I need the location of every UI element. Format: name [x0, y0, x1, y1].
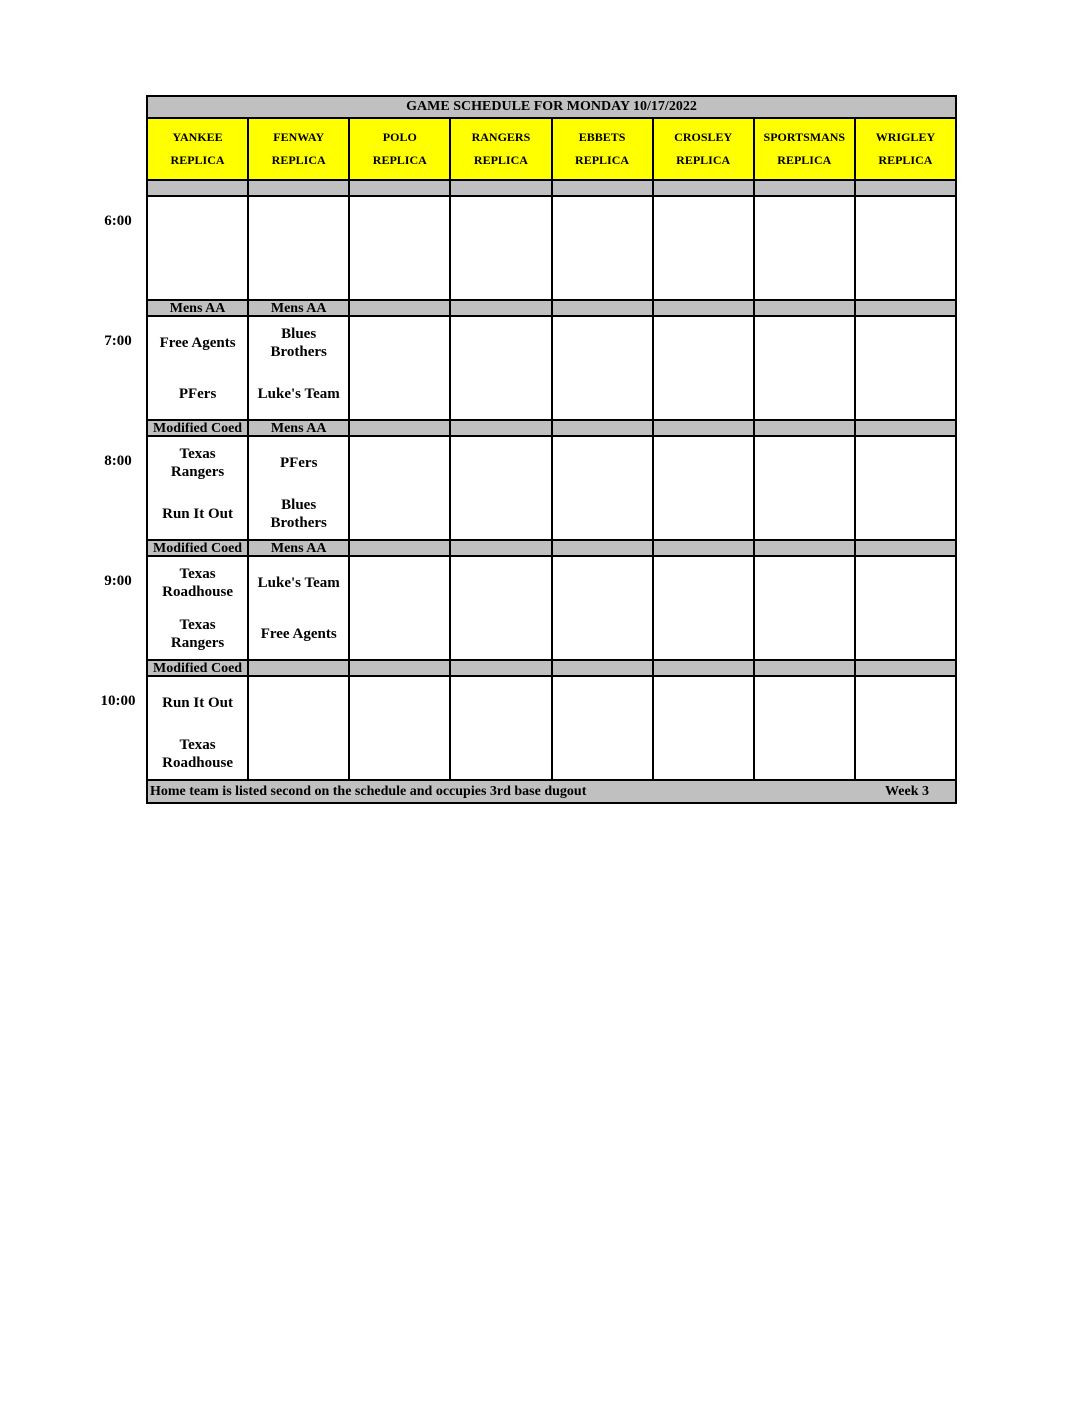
- field-subtitle: REPLICA: [473, 153, 528, 167]
- home-team: [755, 248, 854, 299]
- game-cell: [349, 196, 450, 300]
- away-team: [451, 437, 550, 488]
- away-team: [350, 437, 449, 488]
- home-team: [755, 728, 854, 779]
- field-name: YANKEE: [172, 130, 223, 144]
- game-cell: [450, 316, 551, 420]
- away-team: Texas Rangers: [170, 445, 225, 480]
- division-label: [450, 300, 551, 316]
- division-label: [855, 540, 956, 556]
- home-team: [249, 248, 348, 299]
- home-team: [654, 728, 753, 779]
- away-team: [856, 197, 955, 248]
- division-label: [552, 180, 653, 196]
- away-team: [856, 557, 955, 608]
- footer-row: [147, 780, 956, 803]
- field-header-sportsmans: [754, 118, 855, 180]
- game-cell: [248, 556, 349, 660]
- away-team: [553, 677, 652, 728]
- field-name: WRIGLEY: [875, 130, 936, 144]
- game-cell: [754, 676, 855, 780]
- field-header-ebbets: [552, 118, 653, 180]
- away-team: [654, 557, 753, 608]
- division-row: [147, 420, 956, 436]
- division-label: Mens AA: [248, 300, 349, 316]
- home-team: Free Agents: [260, 625, 337, 642]
- division-label: [349, 540, 450, 556]
- field-subtitle: REPLICA: [170, 153, 225, 167]
- title-row: [147, 96, 956, 118]
- division-label: [248, 660, 349, 676]
- division-row: [147, 180, 956, 196]
- division-label: [248, 180, 349, 196]
- division-label: Mens AA: [248, 420, 349, 436]
- home-team: [350, 728, 449, 779]
- home-team: [553, 728, 652, 779]
- time-label: 9:00: [104, 573, 132, 589]
- footer-cell: [147, 780, 956, 803]
- division-label: Mens AA: [248, 540, 349, 556]
- home-team: [553, 608, 652, 659]
- game-cell: [147, 556, 248, 660]
- division-label: [552, 300, 653, 316]
- game-cell: [450, 196, 551, 300]
- home-team-note: Home team is listed second on the schedule and occupies 3rd base dugout: [150, 783, 587, 799]
- division-row: [147, 540, 956, 556]
- field-subtitle: REPLICA: [575, 153, 630, 167]
- home-team: [856, 368, 955, 419]
- away-team: [654, 437, 753, 488]
- time-slot-row: [147, 556, 956, 660]
- away-team: [856, 677, 955, 728]
- game-cell: [552, 316, 653, 420]
- home-team: [553, 248, 652, 299]
- time-label: 6:00: [104, 213, 132, 229]
- away-team: [755, 317, 854, 368]
- home-team: [451, 608, 550, 659]
- game-cell: [855, 316, 956, 420]
- game-cell: [855, 436, 956, 540]
- game-schedule-table: [146, 95, 957, 804]
- away-team: [654, 677, 753, 728]
- away-team: [451, 557, 550, 608]
- game-cell: [653, 196, 754, 300]
- home-team: Blues Brothers: [270, 496, 327, 531]
- division-label: [349, 420, 450, 436]
- home-team: [856, 608, 955, 659]
- field-subtitle: REPLICA: [676, 153, 731, 167]
- week-label: Week 3: [885, 783, 929, 799]
- home-team: [856, 248, 955, 299]
- game-cell: [147, 196, 248, 300]
- field-header-wrigley: [855, 118, 956, 180]
- home-team: [350, 608, 449, 659]
- game-cell: [248, 436, 349, 540]
- time-slot-row: [147, 316, 956, 420]
- away-team: [451, 317, 550, 368]
- field-name: FENWAY: [273, 130, 325, 144]
- away-team: [451, 197, 550, 248]
- home-team: [350, 248, 449, 299]
- division-label: [653, 420, 754, 436]
- home-team: Run It Out: [162, 505, 233, 522]
- game-cell: [754, 316, 855, 420]
- time-label: 7:00: [104, 333, 132, 349]
- home-team: [350, 368, 449, 419]
- away-team: [553, 437, 652, 488]
- field-subtitle: REPLICA: [777, 153, 832, 167]
- division-label: Modified Coed: [147, 540, 248, 556]
- division-label: Modified Coed: [147, 660, 248, 676]
- away-team: [755, 677, 854, 728]
- division-label: Modified Coed: [147, 420, 248, 436]
- game-cell: [754, 196, 855, 300]
- division-label: [552, 420, 653, 436]
- home-team: [654, 488, 753, 539]
- division-label: [349, 300, 450, 316]
- game-cell: [450, 436, 551, 540]
- field-name: POLO: [382, 130, 417, 144]
- division-label: [754, 180, 855, 196]
- home-team: [451, 488, 550, 539]
- game-cell: [653, 436, 754, 540]
- field-name: CROSLEY: [674, 130, 733, 144]
- game-cell: [754, 556, 855, 660]
- home-team: [451, 728, 550, 779]
- home-team: [755, 368, 854, 419]
- away-team: [553, 557, 652, 608]
- division-label: [349, 660, 450, 676]
- away-team: Luke's Team: [257, 574, 340, 591]
- field-subtitle: REPLICA: [878, 153, 933, 167]
- division-label: Mens AA: [147, 300, 248, 316]
- division-label: [754, 540, 855, 556]
- field-header-fenway: [248, 118, 349, 180]
- away-team: [856, 317, 955, 368]
- division-label: [855, 180, 956, 196]
- division-label: [653, 180, 754, 196]
- game-cell: [552, 196, 653, 300]
- home-team: [553, 488, 652, 539]
- field-name: SPORTSMANS: [763, 130, 846, 144]
- home-team: [249, 728, 348, 779]
- home-team: Texas Rangers: [170, 616, 225, 651]
- division-label: [147, 180, 248, 196]
- home-team: PFers: [178, 385, 217, 402]
- game-cell: [653, 676, 754, 780]
- game-cell: [349, 556, 450, 660]
- game-cell: [855, 556, 956, 660]
- division-label: [855, 420, 956, 436]
- away-team: [350, 317, 449, 368]
- field-name: RANGERS: [471, 130, 531, 144]
- home-team: [856, 488, 955, 539]
- away-team: Run It Out: [162, 694, 233, 711]
- away-team: [350, 197, 449, 248]
- away-team: [755, 557, 854, 608]
- game-cell: [349, 676, 450, 780]
- field-subtitle: REPLICA: [271, 153, 326, 167]
- home-team: [755, 608, 854, 659]
- game-cell: [855, 676, 956, 780]
- away-team: [148, 197, 247, 248]
- division-label: [552, 660, 653, 676]
- division-label: [754, 420, 855, 436]
- away-team: Texas Roadhouse: [162, 565, 233, 600]
- home-team: [148, 248, 247, 299]
- home-team: [856, 728, 955, 779]
- game-cell: [349, 436, 450, 540]
- home-team: [350, 488, 449, 539]
- time-label: 8:00: [104, 453, 132, 469]
- home-team: Texas Roadhouse: [162, 736, 233, 771]
- division-label: [450, 420, 551, 436]
- away-team: [249, 197, 348, 248]
- field-subtitle: REPLICA: [372, 153, 427, 167]
- home-team: [654, 368, 753, 419]
- division-label: [653, 660, 754, 676]
- field-header-row: [147, 118, 956, 180]
- game-cell: [147, 436, 248, 540]
- home-team: [654, 248, 753, 299]
- home-team: [553, 368, 652, 419]
- division-label: [754, 300, 855, 316]
- division-label: [855, 660, 956, 676]
- game-cell: [349, 316, 450, 420]
- time-slot-row: [147, 196, 956, 300]
- field-header-polo: [349, 118, 450, 180]
- division-label: [653, 540, 754, 556]
- time-slot-row: [147, 436, 956, 540]
- away-team: [350, 677, 449, 728]
- field-header-yankee: [147, 118, 248, 180]
- field-header-crosley: [653, 118, 754, 180]
- division-row: [147, 660, 956, 676]
- division-label: [855, 300, 956, 316]
- division-row: [147, 300, 956, 316]
- game-cell: [147, 676, 248, 780]
- away-team: Free Agents: [159, 334, 236, 351]
- game-cell: [552, 436, 653, 540]
- time-label: 10:00: [100, 693, 136, 709]
- game-cell: [653, 556, 754, 660]
- home-team: [654, 608, 753, 659]
- schedule-title: GAME SCHEDULE FOR MONDAY 10/17/2022: [147, 96, 956, 118]
- game-cell: [552, 676, 653, 780]
- field-name: EBBETS: [578, 130, 626, 144]
- division-label: [450, 540, 551, 556]
- home-team: [755, 488, 854, 539]
- time-slot-row: [147, 676, 956, 780]
- away-team: Blues Brothers: [270, 325, 327, 360]
- away-team: [755, 437, 854, 488]
- away-team: [249, 677, 348, 728]
- home-team: [451, 248, 550, 299]
- away-team: [654, 197, 753, 248]
- division-label: [450, 180, 551, 196]
- division-label: [450, 660, 551, 676]
- division-label: [552, 540, 653, 556]
- game-cell: [653, 316, 754, 420]
- game-cell: [450, 676, 551, 780]
- home-team: [451, 368, 550, 419]
- away-team: [553, 197, 652, 248]
- division-label: [349, 180, 450, 196]
- game-cell: [248, 676, 349, 780]
- game-cell: [855, 196, 956, 300]
- game-cell: [248, 316, 349, 420]
- away-team: PFers: [279, 454, 318, 471]
- game-cell: [248, 196, 349, 300]
- division-label: [653, 300, 754, 316]
- away-team: [350, 557, 449, 608]
- division-label: [754, 660, 855, 676]
- game-cell: [147, 316, 248, 420]
- away-team: [856, 437, 955, 488]
- game-cell: [754, 436, 855, 540]
- game-cell: [450, 556, 551, 660]
- home-team: Luke's Team: [257, 385, 340, 402]
- field-header-rangers: [450, 118, 551, 180]
- away-team: [755, 197, 854, 248]
- away-team: [553, 317, 652, 368]
- away-team: [654, 317, 753, 368]
- away-team: [451, 677, 550, 728]
- game-cell: [552, 556, 653, 660]
